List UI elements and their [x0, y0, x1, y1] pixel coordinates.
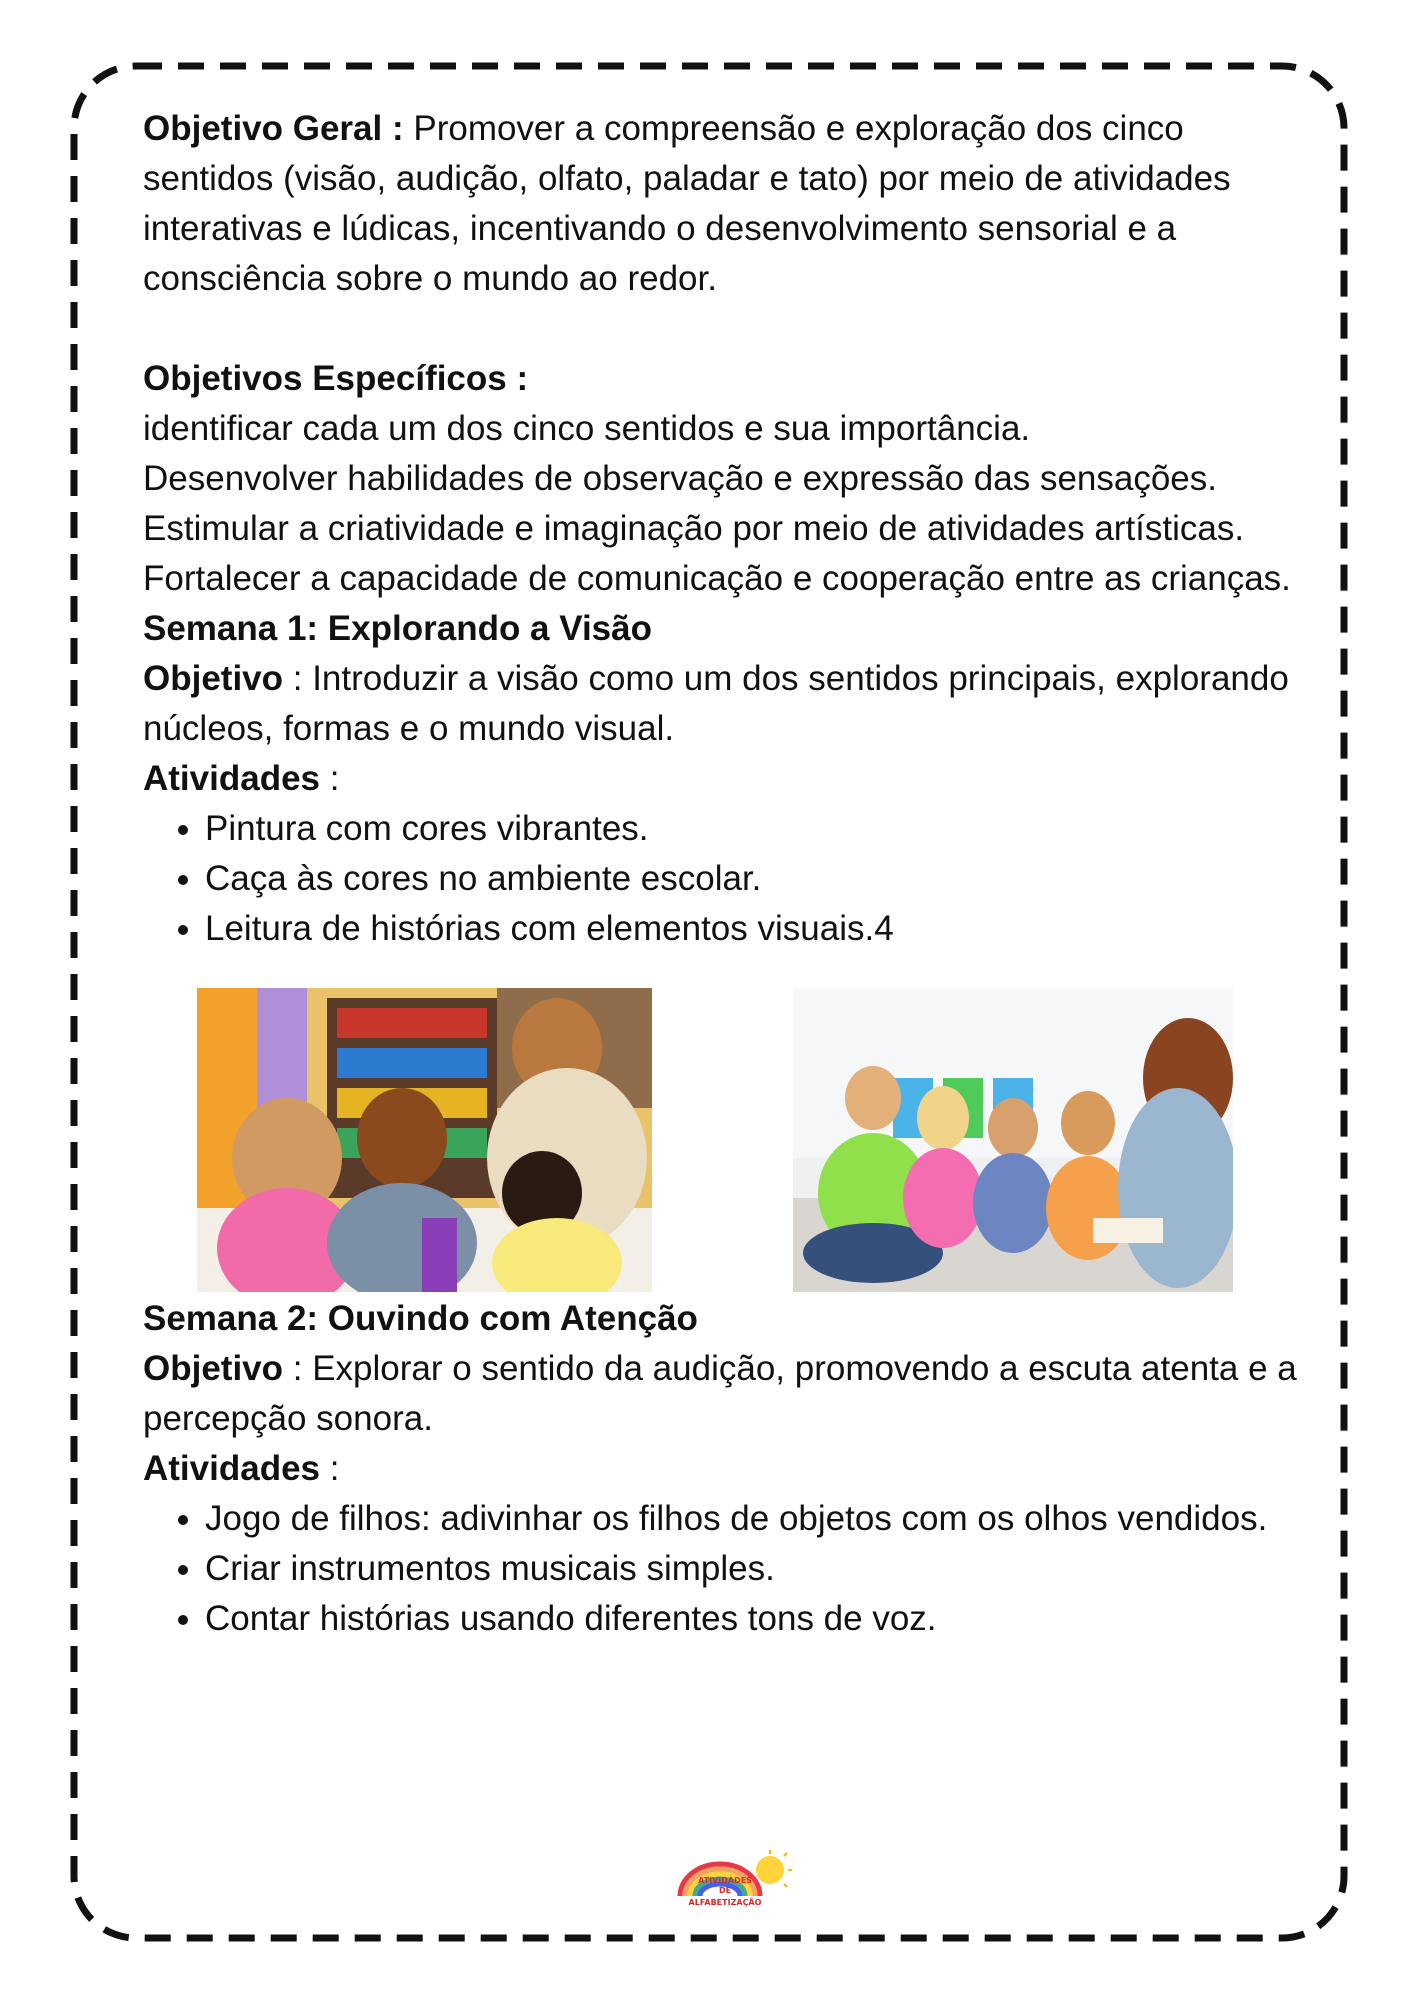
semana1-title-text: Semana 1: Explorando a Visão — [143, 609, 652, 648]
semana2-objetivo-text: : Explorar o sentido da audição, promovendo a escuta atenta e a percepção sonora. — [143, 1349, 1297, 1438]
semana2-title-text: Semana 2: Ouvindo com Atenção — [143, 1299, 698, 1338]
semana2-objetivo-label: Objetivo — [143, 1349, 284, 1388]
semana1-objetivo — [143, 654, 1303, 754]
logo-line-3: ALFABETIZAÇÃO — [688, 1898, 762, 1907]
semana2-atividades-colon: : — [320, 1449, 340, 1488]
semana2-atividades-label: Atividades — [143, 1449, 320, 1488]
objetivo-especifico-item: Estimular a criatividade e imaginação por meio de atividades artísticas. — [143, 509, 1245, 548]
list-item: • Jogo de filhos: adivinhar os filhos de objetos com os olhos vendidos. — [205, 1494, 1303, 1544]
semana2-title — [143, 1294, 1303, 1344]
photo-row — [143, 974, 1303, 1294]
objetivos-especificos-label: Objetivos Específicos : — [143, 359, 529, 398]
list-item: • Criar instrumentos musicais simples. — [205, 1544, 1303, 1594]
semana1-atividades-label: Atividades — [143, 759, 320, 798]
objetivo-geral-paragraph — [143, 104, 1303, 304]
semana2-atividades-heading — [143, 1444, 1303, 1494]
objetivo-geral-text: Promover a compreensão e exploração dos cinco sentidos (visão, audição, olfato, paladar e tato) por meio de atividades interativas e lúdicas, incentivando o desenvolvimento sensorial e a consciência sobre o mundo ao redor. — [143, 109, 1231, 298]
list-item: • Leitura de histórias com elementos visuais.4 — [205, 904, 1303, 954]
logo-line-2: DE — [718, 1886, 732, 1895]
semana2-objetivo — [143, 1344, 1303, 1444]
children-listening-photo — [793, 988, 1233, 1292]
list-item: • Contar histórias usando diferentes tons de voz. — [205, 1594, 1303, 1644]
semana1-atividades-colon: : — [320, 759, 340, 798]
list-item: • Pintura com cores vibrantes. — [205, 804, 1303, 854]
alfabetizacao-logo — [670, 1848, 800, 1918]
logo-line-1: ATIVIDADES — [698, 1876, 752, 1885]
objetivo-especifico-item: Fortalecer a capacidade de comunicação e cooperação entre as crianças. — [143, 559, 1291, 598]
semana2-atividades-list — [143, 1494, 1303, 1644]
objetivo-geral-label: Objetivo Geral : — [143, 109, 404, 148]
semana1-objetivo-label: Objetivo — [143, 659, 284, 698]
section-spacer — [143, 304, 1303, 354]
objetivos-especificos-heading — [143, 354, 1303, 404]
semana1-atividades-heading — [143, 754, 1303, 804]
semana1-atividades-list — [143, 804, 1303, 954]
list-item: • Caça às cores no ambiente escolar. — [205, 854, 1303, 904]
objetivo-especifico-item: Desenvolver habilidades de observação e expressão das sensações. — [143, 459, 1217, 498]
semana1-title — [143, 604, 1303, 654]
semana1-objetivo-text: : Introduzir a visão como um dos sentidos principais, explorando núcleos, formas e o mundo visual. — [143, 659, 1289, 748]
classroom-painting-photo — [197, 988, 652, 1292]
objetivo-especifico-item: identificar cada um dos cinco sentidos e sua importância. — [143, 409, 1031, 448]
document-body — [143, 104, 1303, 1644]
